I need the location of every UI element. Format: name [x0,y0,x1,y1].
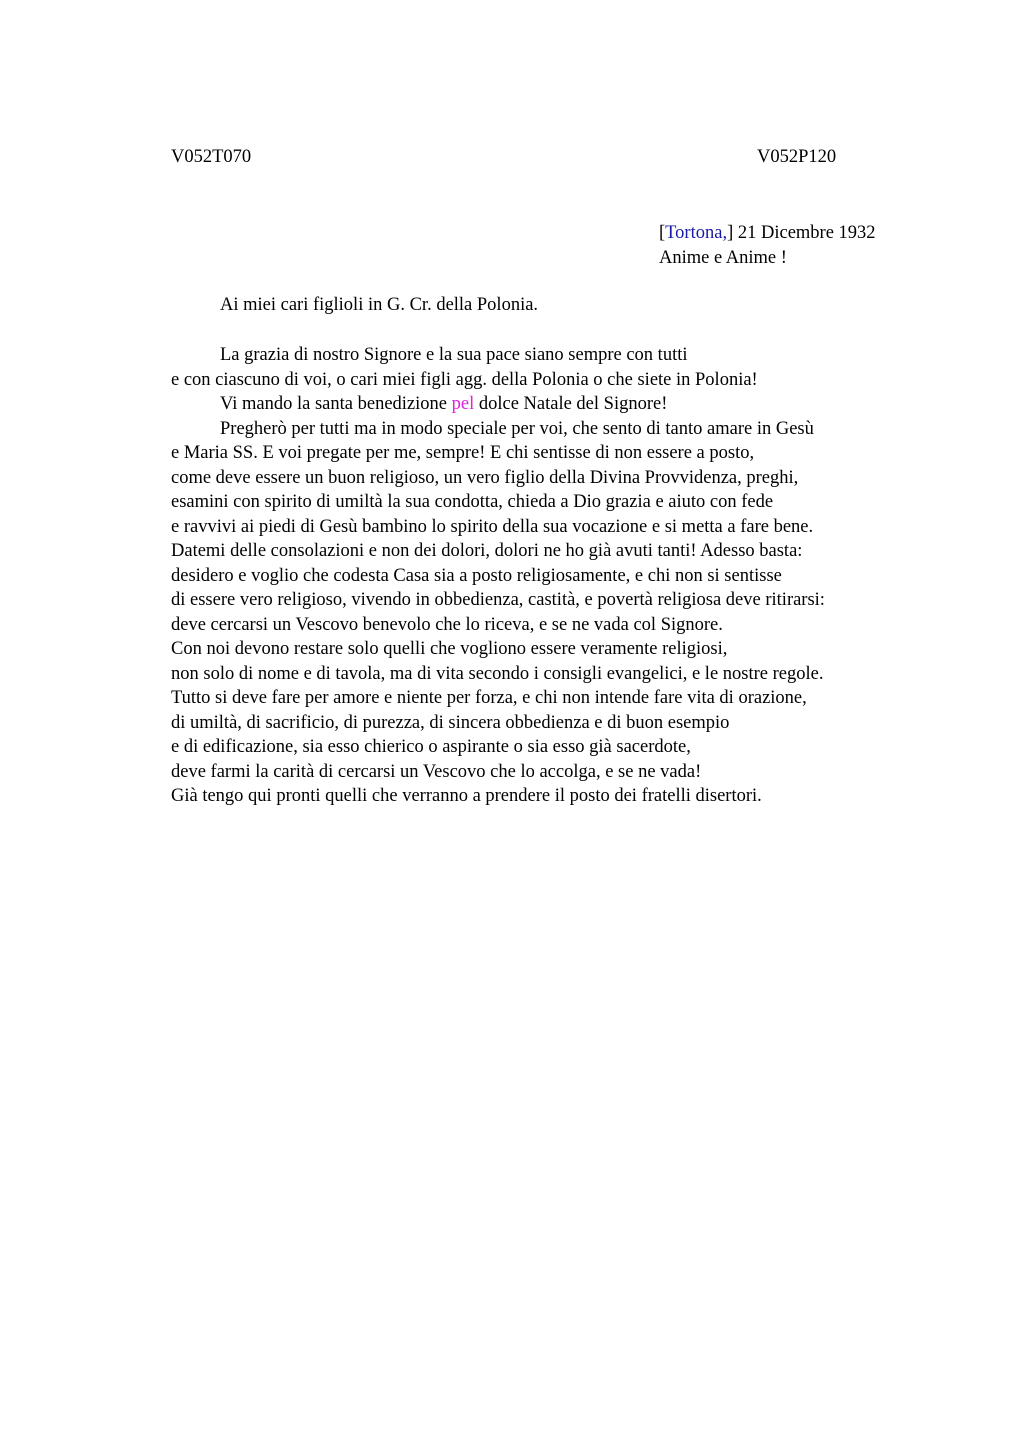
place-date-line [659,221,876,246]
body-line: Datemi delle consolazioni e non dei dolori, dolori ne ho già avuti tanti! Adesso basta: [171,541,803,561]
dateline [659,221,876,270]
body-line: Tutto si deve fare per amore e niente per forza, e chi non intende fare vita di orazione, [171,688,807,708]
body-line [171,392,931,417]
body-line: deve cercarsi un Vescovo benevolo che lo riceva, e se ne vada col Signore. [171,614,723,635]
body-line: e di edificazione, sia esso chierico o aspirante o sia esso già sacerdote, [171,737,691,757]
body-line: La grazia di nostro Signore e la sua pace siano sempre con tutti [220,345,688,365]
body-line: come deve essere un buon religioso, un vero figlio della Divina Provvidenza, preghi, [171,467,799,488]
body-line-part: dolce Natale del Signore! [474,394,668,414]
body-line: Pregherò per tutti ma in modo speciale per voi, che sento di tanto amare in Gesù [220,418,814,439]
body-line-part: Vi mando la santa benedizione [220,394,452,414]
body-line: e Maria SS. E voi pregate per me, sempre! E chi sentisse di non essere a posto, [171,443,755,463]
motto-line: Anime e Anime ! [659,247,787,268]
body-line: deve farmi la carità di cercarsi un Vescovo che lo accolga, e se ne vada! [171,761,702,782]
letter-body [171,343,931,809]
body-line: Già tengo qui pronti quelli che verranno a prendere il posto dei fratelli disertori. [171,786,762,806]
highlighted-word: pel [451,394,475,414]
body-line: e con ciascuno di voi, o cari miei figli agg. della Polonia o che siete in Polonia! [171,369,758,390]
document-code-right: V052P120 [757,147,837,167]
date-text: ] 21 Dicembre 1932 [727,223,876,243]
body-line: e ravvivi ai piedi di Gesù bambino lo spirito della sua vocazione e si metta a fare bene. [171,516,814,537]
body-line: di umiltà, di sacrificio, di purezza, di sincera obbedienza e di buon esempio [171,712,730,733]
body-line: Con noi devono restare solo quelli che vogliono essere veramente religiosi, [171,639,728,659]
bracket-open: [ [659,223,666,243]
place-name: Tortona, [665,223,728,243]
body-line: desidero e voglio che codesta Casa sia a posto religiosamente, e chi non si sentisse [171,565,782,586]
body-line: non solo di nome e di tavola, ma di vita secondo i consigli evangelici, e le nostre regole. [171,663,824,684]
salutation: Ai miei cari figlioli in G. Cr. della Polonia. [220,295,539,315]
document-code-left: V052T070 [171,147,252,167]
body-line: di essere vero religioso, vivendo in obbedienza, castità, e povertà religiosa deve ritirarsi: [171,590,825,610]
body-line: esamini con spirito di umiltà la sua condotta, chieda a Dio grazia e aiuto con fede [171,492,774,512]
